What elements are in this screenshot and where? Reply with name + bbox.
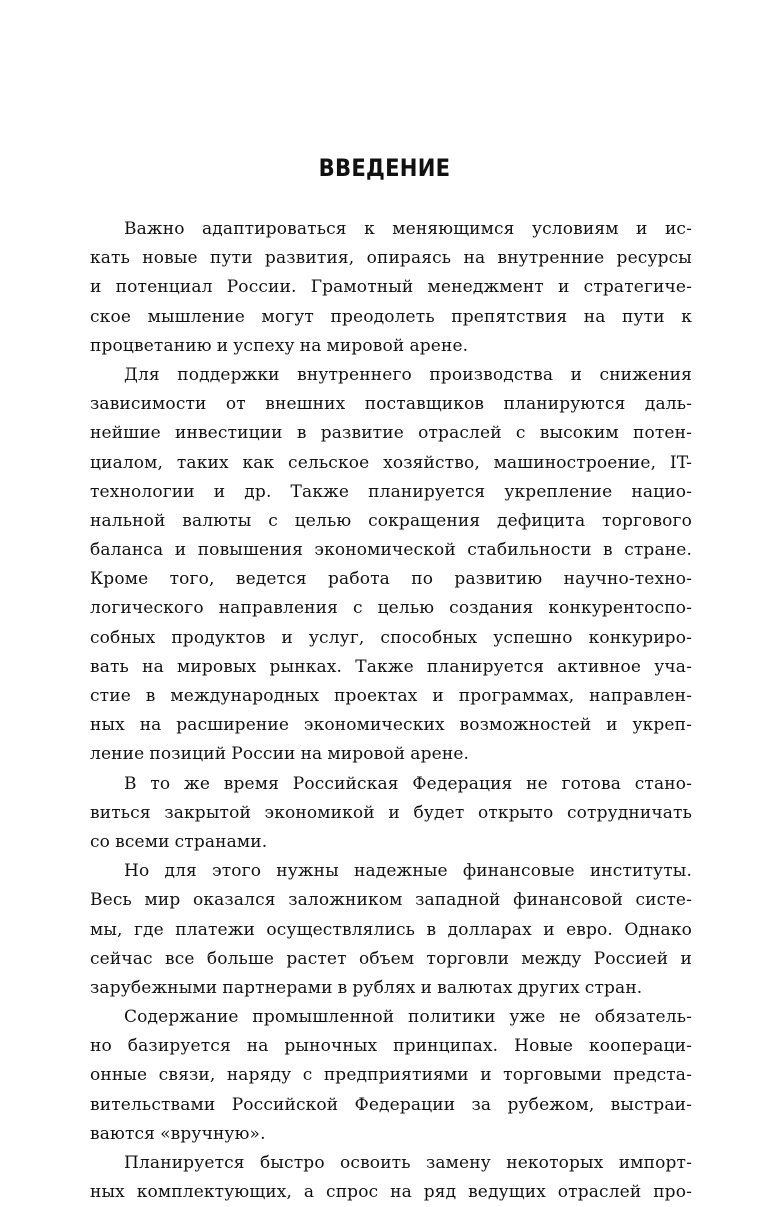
text-line: Но для этого нужны надежные финансовые институты. bbox=[124, 861, 692, 882]
text-line: ление позиций России на мировой арене. bbox=[90, 744, 470, 765]
paragraph-6 bbox=[90, 1149, 692, 1207]
chapter-title: ВВЕДЕНИЕ bbox=[318, 154, 451, 182]
text-line: процветанию и успеху на мировой арене. bbox=[90, 335, 469, 356]
text-line: и потенциал России. Грамотный менеджмент и стратегиче- bbox=[90, 277, 692, 298]
text-line: вительствами Российской Федерации за рубежом, выстраи- bbox=[90, 1094, 692, 1115]
paragraph-1 bbox=[90, 215, 692, 361]
paragraph-2 bbox=[90, 361, 692, 770]
text-line: ваются «вручную». bbox=[90, 1123, 266, 1144]
text-line: циалом, таких как сельское хозяйство, машиностроение, IT- bbox=[90, 452, 692, 473]
text-line: зависимости от внешних поставщиков планируются даль- bbox=[90, 394, 692, 415]
text-line: В то же время Российская Федерация не готова стано- bbox=[124, 773, 692, 794]
paragraph-5 bbox=[90, 1003, 692, 1149]
body-text bbox=[90, 215, 692, 1207]
text-line: баланса и повышения экономической стабильности в стране. bbox=[90, 540, 692, 561]
text-line: виться закрытой экономикой и будет открыто сотрудничать bbox=[90, 802, 692, 823]
text-line: ных комплектующих, а спрос на ряд ведущих отраслей про- bbox=[90, 1182, 692, 1203]
text-line: мы, где платежи осуществлялись в долларах и евро. Однако bbox=[90, 919, 692, 940]
text-line: сейчас все больше растет объем торговли между Россией и bbox=[90, 948, 692, 969]
text-line: Кроме того, ведется работа по развитию научно-техно- bbox=[90, 569, 692, 590]
text-line: Планируется быстро освоить замену некоторых импорт- bbox=[124, 1153, 692, 1173]
text-line: но базируется на рыночных принципах. Новые коопераци- bbox=[90, 1036, 692, 1057]
text-line: собных продуктов и услуг, способных успешно конкуриро- bbox=[90, 627, 692, 648]
text-line: кать новые пути развития, опираясь на внутренние ресурсы bbox=[90, 248, 692, 269]
text-line: онные связи, наряду с предприятиями и торговыми предста- bbox=[90, 1065, 692, 1086]
text-line: ных на расширение экономических возможностей и укреп- bbox=[90, 715, 692, 736]
text-line: Важно адаптироваться к меняющимся условиям и ис- bbox=[124, 219, 692, 239]
text-line: Содержание промышленной политики уже не обязатель- bbox=[124, 1007, 692, 1028]
text-line: Для поддержки внутреннего производства и снижения bbox=[124, 364, 692, 385]
text-line: технологии и др. Также планируется укрепление нацио- bbox=[90, 481, 692, 502]
text-line: нальной валюты с целью сокращения дефицита торгового bbox=[90, 510, 692, 531]
text-line: стие в международных проектах и программах, направлен- bbox=[90, 686, 692, 706]
text-line: ское мышление могут преодолеть препятствия на пути к bbox=[90, 306, 692, 327]
text-line: нейшие инвестиции в развитие отраслей с высоким потен- bbox=[90, 423, 692, 444]
text-line: логического направления с целью создания конкурентоспо- bbox=[90, 598, 692, 619]
text-line: вать на мировых рынках. Также планируется активное уча- bbox=[90, 656, 692, 677]
text-line: зарубежными партнерами в рублях и валютах других стран. bbox=[90, 977, 643, 998]
text-line: Весь мир оказался заложником западной финансовой систе- bbox=[90, 890, 692, 911]
text-line: со всеми странами. bbox=[90, 831, 268, 852]
paragraph-4 bbox=[90, 857, 692, 1003]
paragraph-3 bbox=[90, 770, 692, 858]
